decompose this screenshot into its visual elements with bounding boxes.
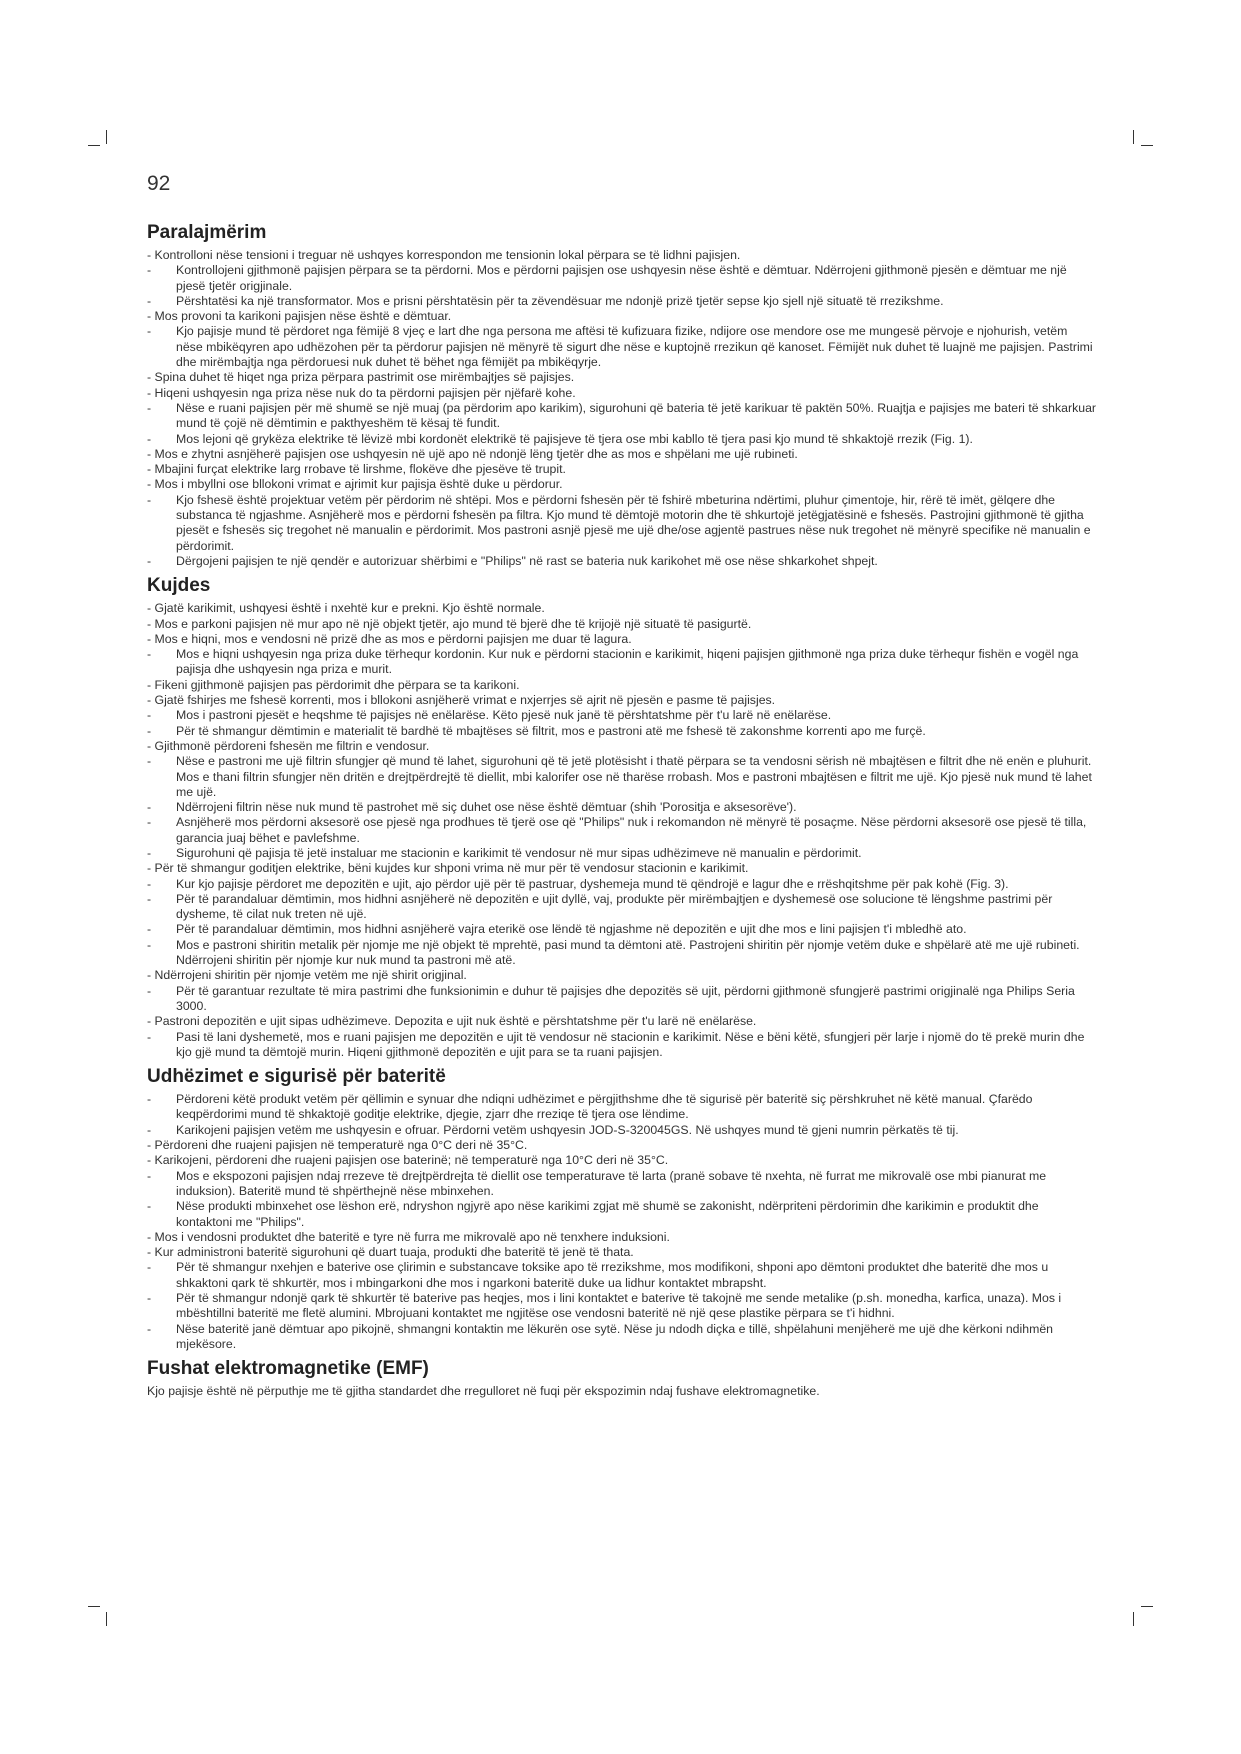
bullet-dash: - (147, 922, 152, 937)
crop-mark-bottom-right-v (1133, 1612, 1134, 1626)
section-heading: Kujdes (147, 575, 211, 597)
bullet-item (147, 1092, 1097, 1123)
list-item: - Mos i mbyllni ose bllokoni vrimat e ajrimit kur pajisja është duke u përdorur. (147, 477, 563, 492)
bullet-item (147, 754, 1097, 800)
bullet-dash: - (147, 492, 152, 507)
bullet-dash: - (147, 324, 152, 339)
crop-mark-bottom-left-h (88, 1606, 100, 1607)
crop-mark-top-right-v (1133, 130, 1134, 144)
bullet-text: Kjo fshesë është projektuar vetëm për përdorim në shtëpi. Mos e përdorni fshesën për të fshirë mbeturina ndërtimi, pluhur çimentoje, hir, rërë të imët, gëlqere dhe substanca të ngjashme. Asnjëherë mos e përdorni fshesën pa filtra. Kjo mund të dëmtojë motorin dhe të shkurtojë jetëgjatësinë e fshesës. Pastrojini gjithmonë të gjitha pjesët e fshesës siç tregohet në manualin e përdorimit. Mos pastroni asnjë pjesë me ujë dhe/ose agjentë pastrues nëse nuk tregohet në mënyrë specifike në manualin e përdorimit. (176, 492, 1091, 553)
bullet-item (147, 1199, 1097, 1230)
bullet-item (147, 432, 1097, 447)
bullet-text: Nëse e ruani pajisjen për më shumë se një muaj (pa përdorim apo karikim), sigurohuni që bateria të jetë karikuar të paktën 50%. Ruajtja e pajisjes me bateri të shkarkuar mund të çojë në dëmtimin e pakthyeshëm të kësaj të fundit. (176, 400, 1096, 431)
bullet-item (147, 938, 1097, 969)
list-item: - Përdoreni dhe ruajeni pajisjen në temperaturë nga 0°C deri në 35°C. (147, 1138, 528, 1153)
bullet-item (147, 401, 1097, 432)
list-item: - Mos provoni ta karikoni pajisjen nëse është e dëmtuar. (147, 309, 452, 324)
bullet-text: Pasi të lani dyshemetë, mos e ruani pajisjen me depozitën e ujit të vendosur në stacionin e karikimit. Nëse e bëni këtë, sfungjeri për larje i njomë do të prekë murin dhe kjo gjë mund ta dëmtojë murin. Hiqeni gjithmonë depozitën e ujit para se ta ruani pajisjen. (176, 1029, 1085, 1059)
list-item: - Për të shmangur goditjen elektrike, bëni kujdes kur shponi vrima në mur për të vendosur stacionin e karikimit. (147, 861, 749, 876)
bullet-text: Nëse e pastroni me ujë filtrin sfungjer që mund të lahet, sigurohuni që të jetë plotësisht i thatë përpara se ta vendosni sërish në mbajtësen e filtrit dhe në enën e pluhurit. Mos e thani filtrin sfungjer nën dritën e drejtpërdrejtë të diellit, mbi kalorifer ose në tharëse rrobash. Mos e pastroni mbajtësen e filtrit me ujë. Kjo pjesë nuk mund të lahet me ujë. (176, 754, 1092, 799)
bullet-text: Për të parandaluar dëmtimin, mos hidhni asnjëherë vajra eterikë ose lëndë të ngjashme në depozitën e ujit dhe mos e lini pajisjen t'i mbledhë ato. (176, 922, 967, 937)
bullet-item (147, 1322, 1097, 1353)
crop-mark-top-left-v (106, 130, 107, 144)
section-heading: Udhëzimet e sigurisë për bateritë (147, 1066, 446, 1088)
bullet-text: Nëse produkti mbinxehet ose lëshon erë, ndryshon ngjyrë apo nëse karikimi zgjat më shumë se zakonisht, ndërpriteni përdorimin dhe karikimin e produktit dhe kontaktoni me "Philips". (176, 1199, 1039, 1229)
bullet-dash: - (147, 754, 152, 769)
section-heading: Paralajmërim (147, 222, 267, 243)
bullet-dash: - (147, 1260, 152, 1275)
bullet-dash: - (147, 983, 152, 998)
bullet-text: Mos e ekspozoni pajisjen ndaj rrezeve të drejtpërdrejta të diellit ose temperaturave të larta (pranë sobave të nxehta, në furrat me mikrovalë ose mbi pianurat me induksion). Bateritë mund të shpërthejnë nëse mbinxehen. (176, 1168, 1047, 1198)
crop-mark-bottom-right-h (1141, 1606, 1153, 1607)
list-item: - Karikojeni, përdoreni dhe ruajeni pajisjen ose baterinë; në temperaturë nga 10°C deri në 35°C. (147, 1153, 669, 1168)
bullet-text: Kur kjo pajisje përdoret me depozitën e ujit, ajo përdor ujë për të pastruar, dyshemeja mund të qëndrojë e lagur dhe e rrëshqitshme për pak kohë (Fig. 3). (176, 876, 1009, 891)
crop-mark-bottom-left-v (106, 1612, 107, 1626)
bullet-dash: - (147, 800, 152, 815)
list-item: - Kontrolloni nëse tensioni i treguar në ushqyes korrespondon me tensionin lokal përpara se të lidhni pajisjen. (147, 248, 741, 262)
list-item: - Gjatë karikimit, ushqyesi është i nxehtë kur e prekni. Kjo është normale. (147, 601, 545, 616)
list-item: - Spina duhet të hiqet nga priza përpara pastrimit ose mirëmbajtjes së pajisjes. (147, 370, 575, 385)
list-item: - Mos e zhytni asnjëherë pajisjen ose ushqyesin në ujë apo në ndonjë lëng tjetër dhe as mos e shpëlani me ujë rubineti. (147, 446, 798, 461)
bullet-item (147, 1123, 1097, 1138)
list-item: - Gjatë fshirjes me fshesë korrenti, mos i bllokoni asnjëherë vrimat e nxjerrjes së ajrit në pjesën e pasme të pajisjes. (147, 693, 776, 708)
bullet-item (147, 263, 1097, 294)
bullet-dash: - (147, 263, 152, 278)
bullet-item (147, 324, 1097, 370)
bullet-item (147, 800, 1097, 815)
bullet-text: Për të shmangur ndonjë qark të shkurtër të baterive pas heqjes, mos i lini kontaktet e baterive të takojnë me sende metalike (p.sh. monedha, karfica, unaza). Mos i mbështillni bateritë me fletë alumini. Mbrojuani kontaktet me ngjitëse ose vendosni bateritë në një qese plastike përpara se t'i hidhni. (176, 1291, 1062, 1321)
bullet-text: Kontrollojeni gjithmonë pajisjen përpara se ta përdorni. Mos e përdorni pajisjen ose ushqyesin nëse është e dëmtuar. Ndërrojeni gjithmonë pjesën e dëmtuar me një pjesë tjetër origjinale. (176, 263, 1067, 293)
bullet-text: Përdoreni këtë produkt vetëm për qëllimin e synuar dhe ndiqni udhëzimet e përgjithshme dhe të sigurisë për bateritë siç përshkruhet në këtë manual. Çfarëdo keqpërdorimi mund të shkaktojë goditje elektrike, djegie, zjarr dhe rreziqe të tjera ose lëndime. (176, 1092, 1033, 1122)
bullet-item (147, 984, 1097, 1015)
list-item: - Hiqeni ushqyesin nga priza nëse nuk do ta përdorni pajisjen për njëfarë kohe. (147, 385, 576, 400)
page-number: 92 (147, 172, 171, 195)
bullet-dash: - (147, 1122, 152, 1137)
section (147, 1066, 1097, 1352)
list-item: - Mos e hiqni, mos e vendosni në prizë dhe as mos e përdorni pajisjen me duar të lagura. (147, 631, 632, 646)
bullet-text: Mos e pastroni shiritin metalik për njomje me një objekt të mprehtë, pasi mund ta dëmtoni atë. Pastrojeni shiritin për njomje vetëm duke e shpëlarë atë me ujë rubineti. Ndërrojeni shiritin për njomje kur nuk mund ta pastroni më atë. (176, 937, 1080, 968)
bullet-dash: - (147, 1168, 152, 1183)
bullet-item (147, 724, 1097, 739)
bullet-text: Mos e hiqni ushqyesin nga priza duke tërhequr kordonin. Kur nuk e përdorni stacionin e karikimit, hiqeni pajisjen gjithmonë nga priza duke tërhequr fishën e vogël nga pajisja dhe ushqyesin nga priza e murit. (176, 647, 1079, 677)
bullet-dash: - (147, 1321, 152, 1336)
bullet-text: Për të parandaluar dëmtimin, mos hidhni asnjëherë në depozitën e ujit dyllë, vaj, produkte për mirëmbajtjen e dyshemesë ose solucione të lëngshme pastrimi për dysheme, të cilat nuk treten në ujë. (176, 891, 1053, 922)
crop-mark-top-left-h (88, 145, 100, 146)
bullet-item (147, 1169, 1097, 1200)
bullet-text: Për të shmangur dëmtimin e materialit të bardhë të mbajtëses së filtrit, mos e pastroni atë me fshesë të zakonshme korrenti apo me furçë. (176, 723, 926, 738)
bullet-text: Përshtatësi ka një transformator. Mos e prisni përshtatësin për ta zëvendësuar me ndonjë prizë tjetër sepse kjo sjell një situatë të rrezikshme. (176, 293, 944, 308)
bullet-dash: - (147, 1291, 152, 1305)
bullet-dash: - (147, 400, 152, 415)
bullet-text: Nëse bateritë janë dëmtuar apo pikojnë, shmangni kontaktin me lëkurën ose sytë. Nëse ju ndodh diçka e tillë, shpëlahuni menjëherë me ujë dhe kërkoni ndihmën mjekësore. (176, 1321, 1054, 1351)
crop-mark-top-right-h (1141, 145, 1153, 146)
bullet-dash: - (147, 553, 152, 568)
bullet-item (147, 493, 1097, 554)
section (147, 575, 1097, 1060)
document-body (147, 222, 1097, 1405)
bullet-dash: - (147, 937, 152, 952)
list-item: - Fikeni gjithmonë pajisjen pas përdorimit dhe përpara se ta karikoni. (147, 677, 520, 692)
bullet-dash: - (147, 1092, 152, 1107)
bullet-dash: - (147, 845, 152, 860)
bullet-item (147, 1260, 1097, 1291)
list-item: - Pastroni depozitën e ujit sipas udhëzimeve. Depozita e ujit nuk është e përshtatshme për t'u larë në enëlarëse. (147, 1014, 757, 1029)
list-item: - Ndërrojeni shiritin për njomje vetëm me një shirit origjinal. (147, 968, 467, 983)
bullet-text: Karikojeni pajisjen vetëm me ushqyesin e ofruar. Përdorni vetëm ushqyesin JOD-S-320045GS. Në ushqyes mund të gjeni numrin përkatës të tij. (176, 1122, 959, 1137)
bullet-item (147, 1030, 1097, 1061)
bullet-item (147, 877, 1097, 892)
bullet-dash: - (147, 431, 152, 446)
bullet-dash: - (147, 293, 152, 308)
bullet-dash: - (147, 723, 152, 738)
bullet-text: Dërgojeni pajisjen te një qendër e autorizuar shërbimi e "Philips" në rast se bateria nuk karikohet më ose nëse shkarkohet shpejt. (176, 553, 878, 568)
bullet-text: Kjo pajisje mund të përdoret nga fëmijë 8 vjeç e lart dhe nga persona me aftësi të kufizuara fizike, ndijore ose mendore ose me mungesë përvoje e njohurish, vetëm nëse mbikëqyren apo udhëzohen për ta përdorur pajisjen në mënyrë të sigurt dhe nëse e kuptojnë rrezikun që kanoset. Fëmijët nuk duhet të luajnë me pajisjen. Pastrimi dhe mirëmbajtja nga përdoruesi nuk duhet të bëhet nga fëmijët pa mbikëqyrje. (176, 324, 1093, 370)
bullet-text: Ndërrojeni filtrin nëse nuk mund të pastrohet më siç duhet ose nëse është dëmtuar (shih 'Porositja e aksesorëve'). (176, 800, 797, 815)
bullet-text: Për të shmangur nxehjen e baterive ose çlirimin e substancave toksike apo të rrezikshme, mos modifikoni, shponi apo dëmtoni produktet dhe bateritë dhe mos u shkaktoni qark të shkurtër, mos i mbingarkoni dhe mos i ngarkoni bateritë duke ua lidhur kontaktet mbrapsht. (176, 1260, 1049, 1290)
bullet-dash: - (147, 1199, 152, 1214)
list-item: - Kur administroni bateritë sigurohuni që duart tuaja, produkti dhe bateritë të jenë të thata. (147, 1245, 634, 1260)
bullet-text: Asnjëherë mos përdorni aksesorë ose pjesë nga prodhues të tjerë ose që "Philips" nuk i rekomandon në mënyrë të posaçme. Nëse përdorni aksesorë ose pjesë të tilla, garancia juaj bëhet e pavlefshme. (176, 815, 1087, 845)
section (147, 222, 1097, 569)
bullet-dash: - (147, 876, 152, 891)
bullet-dash: - (147, 891, 152, 906)
bullet-item (147, 554, 1097, 569)
bullet-item (147, 708, 1097, 723)
bullet-text: Mos lejoni që grykëza elektrike të lëvizë mbi kordonët elektrikë të pajisjeve të tjera ose mbi kabllo të tjera pasi kjo mund të shkaktojë rrezik (Fig. 1). (176, 431, 973, 446)
list-item: - Mos e parkoni pajisjen në mur apo në një objekt tjetër, ajo mund të bjerë dhe të krijojë një situatë të pasigurtë. (147, 616, 752, 631)
bullet-dash: - (147, 815, 152, 830)
bullet-dash: - (147, 1029, 152, 1044)
paragraph: Kjo pajisje është në përputhje me të gjitha standardet dhe rregulloret në fuqi për ekspozimin ndaj fushave elektromagnetike. (147, 1384, 820, 1399)
section (147, 1358, 1097, 1399)
list-item: - Gjithmonë përdoreni fshesën me filtrin e vendosur. (147, 738, 430, 753)
bullet-item (147, 647, 1097, 678)
bullet-text: Mos i pastroni pjesët e heqshme të pajisjes në enëlarëse. Këto pjesë nuk janë të përshtatshme për t'u larë në enëlarëse. (176, 708, 832, 723)
bullet-item (147, 815, 1097, 846)
list-item: - Mos i vendosni produktet dhe bateritë e tyre në furra me mikrovalë apo në tenxhere induksioni. (147, 1229, 670, 1244)
bullet-dash: - (147, 647, 152, 662)
bullet-item (147, 846, 1097, 861)
bullet-text: Sigurohuni që pajisja të jetë instaluar me stacionin e karikimit të vendosur në mur sipas udhëzimeve në manualin e përdorimit. (176, 845, 862, 860)
bullet-item (147, 294, 1097, 309)
bullet-item (147, 892, 1097, 923)
section-heading: Fushat elektromagnetike (EMF) (147, 1358, 429, 1380)
bullet-item (147, 922, 1097, 937)
bullet-text: Për të garantuar rezultate të mira pastrimi dhe funksionimin e duhur të pajisjes dhe depozitës së ujit, përdorni gjithmonë sfungjerë pastrimi origjinalë nga Philips Seria 3000. (176, 983, 1075, 1013)
bullet-item (147, 1291, 1097, 1322)
bullet-dash: - (147, 708, 152, 723)
list-item: - Mbajini furçat elektrike larg rrobave të lirshme, flokëve dhe pjesëve të trupit. (147, 462, 566, 477)
